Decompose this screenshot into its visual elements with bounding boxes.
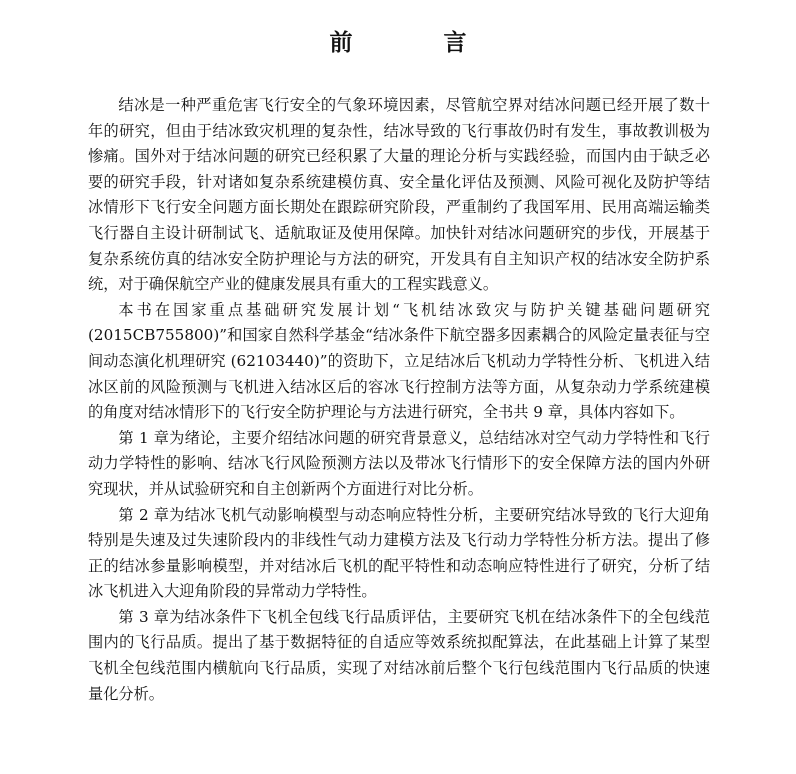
- paragraph-3: 第 1 章为绪论，主要介绍结冰问题的研究背景意义，总结结冰对空气动力学特性和飞行动力学特性的影响、结冰飞行风险预测方法以及带冰飞行情形下的安全保障方法的国内外研究现状，并从试验研究和自主创新两个方面进行对比分析。: [88, 428, 710, 498]
- paragraph-5: 第 3 章为结冰条件下飞机全包线飞行品质评估，主要研究飞机在结冰条件下的全包线范围内的飞行品质。提出了基于数据特征的自适应等效系统拟配算法，在此基础上计算了某型飞机全包线范围内横航向飞行品质，实现了对结冰前后整个飞行包线范围内飞行品质的快速量化分析。: [88, 607, 710, 703]
- page-title: 前 言: [329, 29, 501, 56]
- paragraph-2: 本书在国家重点基础研究发展计划“飞机结冰致灾与防护关键基础问题研究(2015CB755800)”和国家自然科学基金“结冰条件下航空器多因素耦合的风险定量表征与空间动态演化机理研究 (62103440)”的资助下，立足结冰后飞机动力学特性分析、飞机进入结冰区前的风险预测与飞机进入结冰区后的容冰飞行控制方法等方面，从复杂动力学系统建模的角度对结冰情形下的飞行安全防护理论与方法进行研究，全书共 9 章，具体内容如下。: [88, 300, 710, 422]
- preface-body: [88, 93, 710, 707]
- paragraph-4: 第 2 章为结冰飞机气动影响模型与动态响应特性分析，主要研究结冰导致的飞行大迎角特别是失速及过失速阶段内的非线性气动力建模方法及飞行动力学特性分析方法。提出了修正的结冰参量影响模型，并对结冰后飞机的配平特性和动态响应特性进行了研究，分析了结冰飞机进入大迎角阶段的异常动力学特性。: [88, 505, 710, 601]
- paragraph-1: 结冰是一种严重危害飞行安全的气象环境因素，尽管航空界对结冰问题已经开展了数十年的研究，但由于结冰致灾机理的复杂性，结冰导致的飞行事故仍时有发生，事故教训极为惨痛。国外对于结冰问题的研究已经积累了大量的理论分析与实践经验，而国内由于缺乏必要的研究手段，针对诸如复杂系统建模仿真、安全量化评估及预测、风险可视化及防护等结冰情形下飞行安全问题方面长期处在跟踪研究阶段，严重制约了我国军用、民用高端运输类飞行器自主设计研制试飞、适航取证及使用保障。加快针对结冰问题研究的步伐，开展基于复杂系统仿真的结冰安全防护理论与方法的研究，开发具有自主知识产权的结冰安全防护系统，对于确保航空产业的健康发展具有重大的工程实践意义。: [88, 96, 710, 294]
